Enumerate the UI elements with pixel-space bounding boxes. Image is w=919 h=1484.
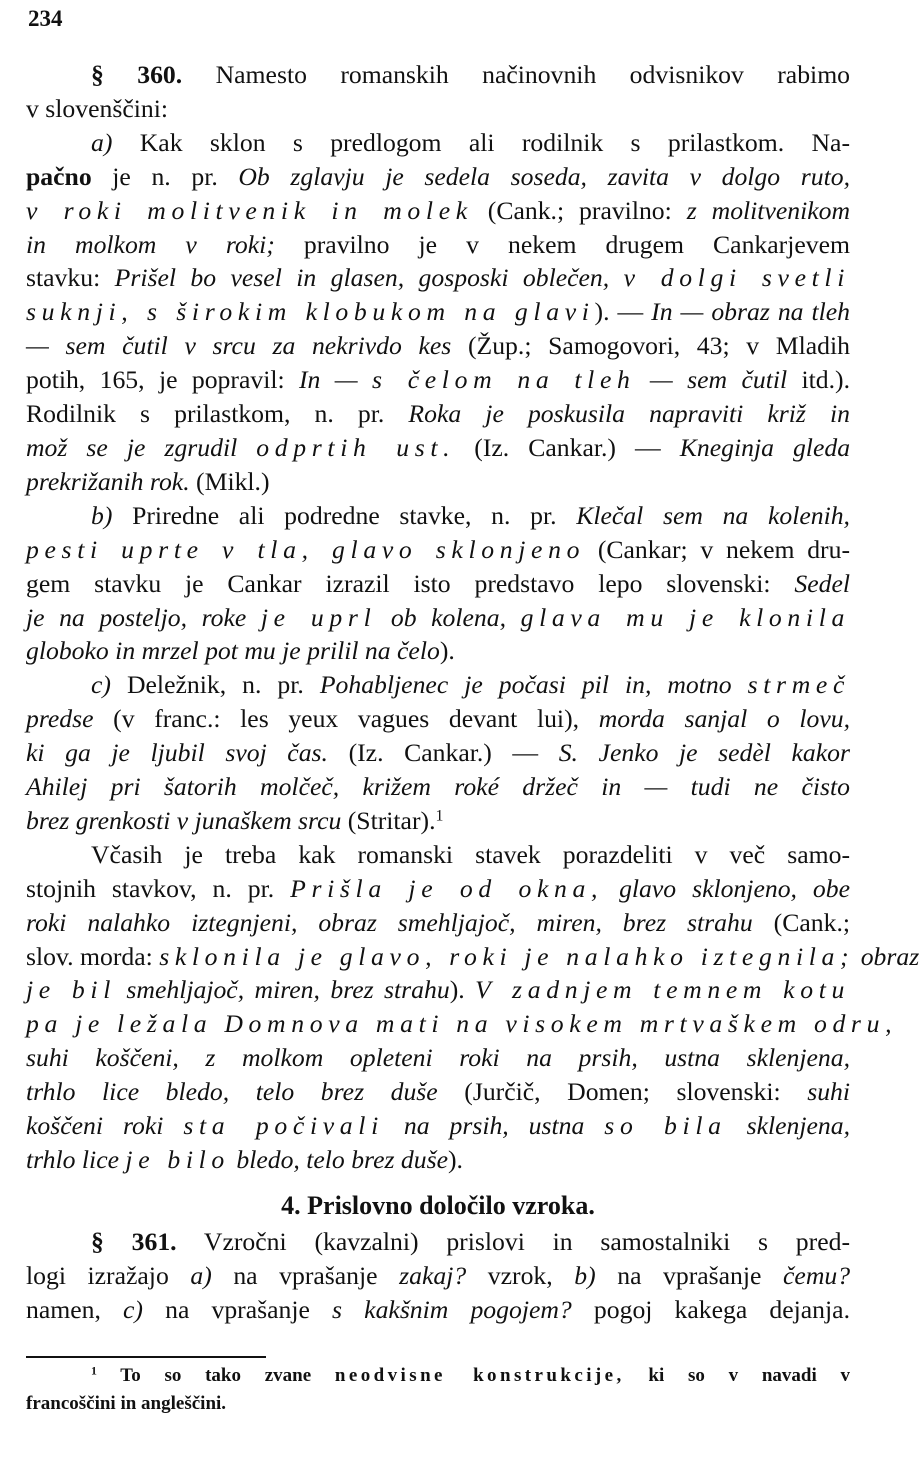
- page-number: 234: [28, 6, 63, 31]
- item-b-line: je na posteljo, roke je uprl ob kolena, glava mu je klonila: [26, 602, 851, 632]
- item-label: c): [91, 670, 111, 700]
- item-a-line: Rodilnik s prilastkom, n. pr. Roka je poskusila napraviti križ in: [26, 399, 851, 429]
- section-361-line: logi izražajo a) na vprašanje zakaj? vzrok, b) na vprašanje čemu?: [26, 1260, 851, 1290]
- item-b-line: globoko in mrzel pot mu je prilil na čelo).: [26, 636, 455, 666]
- item-c-line: predse (v franc.: les yeux vagues devant lui), morda sanjal o lovu,: [26, 704, 851, 734]
- footnote: [26, 1362, 850, 1418]
- paragraph-line: trhlo lice je bilo bledo, telo brez duše).: [26, 1145, 463, 1174]
- item-a-line: pačno je n. pr. Ob zglavju je sedela soseda, zavita v dolgo ruto,: [26, 161, 850, 191]
- item-a-line: prekrižanih rok. (Mikl.): [26, 466, 270, 496]
- section-361-line: § 361. Vzročni (kavzalni) prislovi in samostalniki s pred-: [91, 1226, 851, 1256]
- item-a-line: mož se je zgrudil odprtih ust. (Iz. Cankar.) — Kneginja gleda: [26, 432, 851, 462]
- paragraph-line: Včasih je treba kak romanski stavek porazdeliti v več samo-: [91, 839, 850, 869]
- item-label: b): [91, 500, 113, 530]
- section-number: § 360.: [91, 60, 183, 89]
- item-b-line: b) Priredne ali podredne stavke, n. pr. Klečal sem na kolenih,: [91, 500, 850, 530]
- item-c-line: c) Deležnik, n. pr. Pohabljenec je počasi pil in, motno strmeč: [91, 670, 851, 700]
- footnote-divider: [26, 1356, 266, 1358]
- item-a-line: potih, 165, je popravil: In — s čelom na tleh — sem čutil itd.).: [26, 365, 851, 395]
- item-b-line: pesti uprte v tla, glavo sklonjeno (Cankar; v nekem dru-: [26, 534, 850, 564]
- item-b-line: gem stavku je Cankar izrazil isto predstavo lepo slovenski: Sedel: [26, 568, 851, 598]
- section-360-line: § 360. Namesto romanskih načinovnih odvisnikov rabimo: [91, 60, 851, 89]
- paragraph-line: koščeni roki sta počivali na prsih, ustna so bila sklenjena,: [26, 1111, 851, 1141]
- item-label: a): [91, 127, 113, 157]
- item-a-line: in molkom v roki; pravilno je v nekem drugem Cankarjevem: [26, 229, 850, 259]
- item-a-line: a) Kak sklon s predlogom ali rodilnik s prilastkom. Na-: [91, 127, 851, 157]
- item-c-line: brez grenkosti v junaškem srcu (Stritar).$^1$: [26, 805, 444, 835]
- item-a-line: — sem čutil v srcu za nekrivdo kes (Žup.; Samogovori, 43; v Mladih: [26, 331, 850, 361]
- main-text: [26, 58, 919, 1327]
- item-a-line: stavku: Prišel bo vesel in glasen, gosposki oblečen, v dolgi svetli: [26, 263, 850, 293]
- paragraph-line: roki nalahko iztegnjeni, obraz smehljajoč, miren, brez strahu (Cank.;: [26, 907, 851, 937]
- paragraph-line: stojnih stavkov, n. pr. Prišla je od okna, glavo sklonjeno, obe: [26, 873, 850, 903]
- item-a-line: suknji, s širokim klobukom na glavi). — In — obraz na tleh: [26, 297, 850, 327]
- paragraph-line: je bil smehljajoč, miren, brez strahu). V zadnjem temnem kotu: [26, 975, 851, 1005]
- paragraph-line: trhlo lice bledo, telo brez duše (Jurčič, Domen; slovenski: suhi: [26, 1077, 851, 1107]
- paragraph-line: slov. morda: sklonila je glavo, roki je nalahko iztegnila; obraz: [26, 941, 919, 971]
- item-c-line: ki ga je ljubil svoj čas. (Iz. Cankar.) — S. Jenko je sedèl kakor: [26, 738, 851, 768]
- paragraph-line: suhi koščeni, z molkom opleteni roki na prsih, ustna sklenjena,: [26, 1043, 850, 1073]
- footnote-line: francoščini in angleščini.: [26, 1393, 227, 1414]
- footnote-line: $^1$ To so tako zvane neodvisne konstrukcije, ki so v navadi v: [91, 1364, 850, 1386]
- footnote-marker: 1: [435, 807, 444, 825]
- item-c-line: Ahilej pri šatorih molčeč, križem roké držeč in — tudi ne čisto: [26, 772, 850, 802]
- footnote-marker: 1: [91, 1364, 97, 1378]
- section-360-line: v slovenščini:: [26, 93, 168, 123]
- section-number: § 361.: [91, 1226, 177, 1256]
- item-a-line: v roki molitvenik in molek (Cank.; pravilno: z molitvenikom: [26, 195, 851, 225]
- paragraph-line: pa je ležala Domnova mati na visokem mrtvaškem odru,: [26, 1009, 898, 1039]
- section-361-line: namen, c) na vprašanje s kakšnim pogojem? pogoj kakega dejanja.: [26, 1294, 850, 1324]
- section-heading: 4. Prislovno določilo vzroka.: [281, 1190, 595, 1220]
